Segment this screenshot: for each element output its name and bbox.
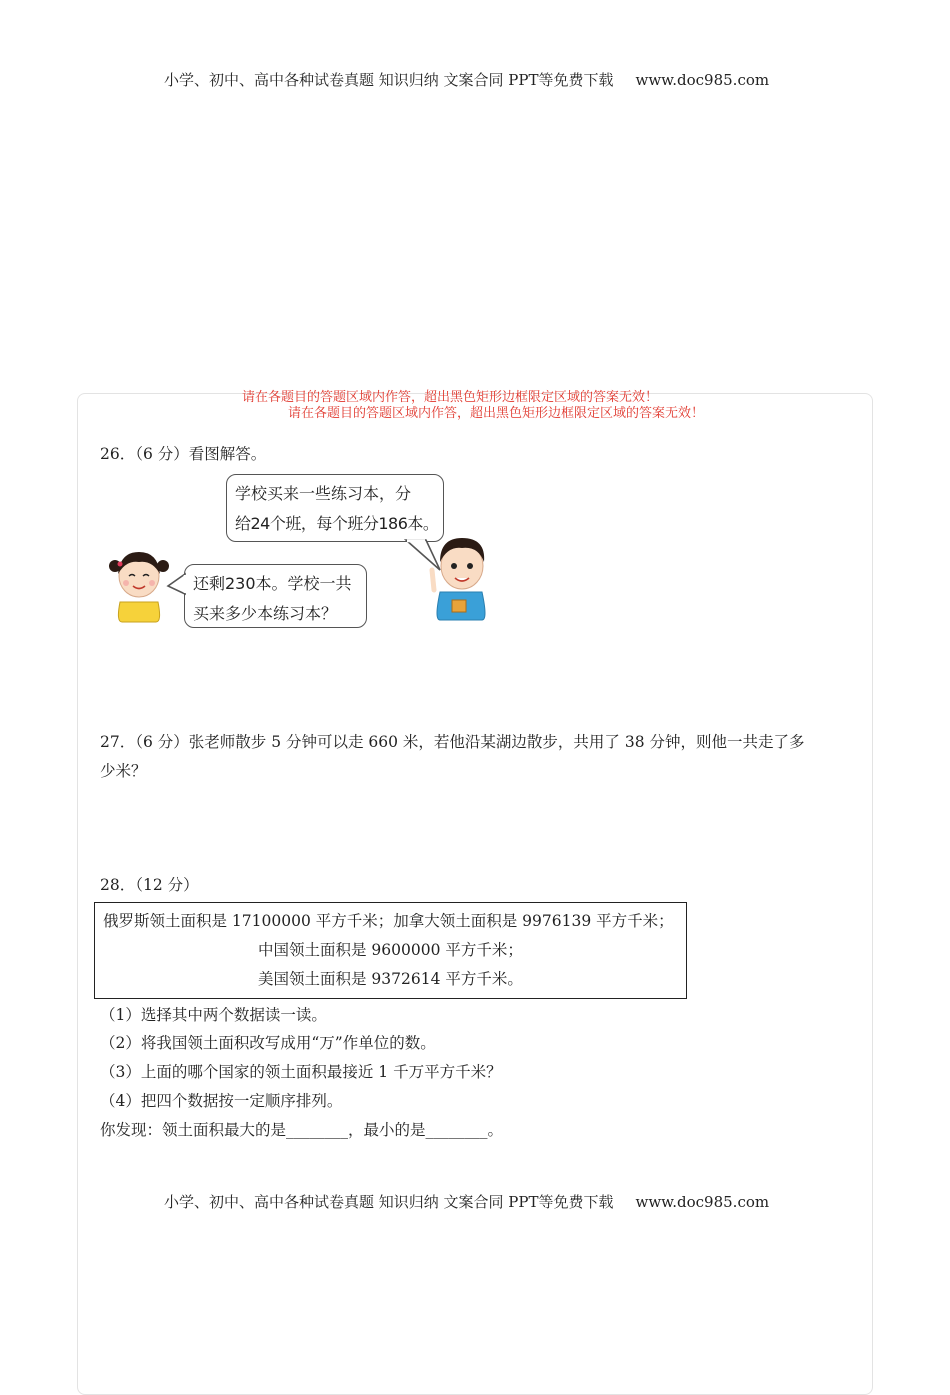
boy-bubble-line-1: 学校买来一些练习本，分	[235, 484, 412, 503]
boy-bubble-line-2: 给24个班，每个班分186本。	[235, 514, 439, 533]
q28-find-end: 。	[487, 1121, 504, 1139]
q28-findings	[100, 1118, 503, 1140]
q28-sub-3: （3）上面的哪个国家的领土面积最接近 1 千万平方千米？	[100, 1063, 502, 1081]
header-site: www.doc985.com	[635, 71, 770, 89]
boy-illustration	[428, 534, 492, 622]
q27-line-2: 少米？	[100, 762, 147, 780]
q28-box-line-3: 美国领土面积是 9372614 平方千米。	[258, 970, 523, 988]
q28-title: 28．（12 分）	[100, 876, 199, 894]
q28-find-prefix: 你发现：领土面积最大的是	[100, 1121, 287, 1139]
page-header	[164, 69, 769, 90]
q28-sub-2: （2）将我国领土面积改写成用“万”作单位的数。	[100, 1034, 436, 1052]
q28-find-mid: ，最小的是	[348, 1121, 426, 1139]
footer-text: 小学、初中、高中各种试卷真题 知识归纳 文案合同 PPT等免费下载	[164, 1193, 614, 1211]
q28-box-line-1: 俄罗斯领土面积是 17100000 平方千米；加拿大领土面积是 9976139 平方千米；	[103, 912, 674, 930]
header-text: 小学、初中、高中各种试卷真题 知识归纳 文案合同 PPT等免费下载	[164, 71, 614, 89]
q28-box-line-2: 中国领土面积是 9600000 平方千米；	[258, 941, 523, 959]
girl-illustration	[108, 546, 168, 622]
boy-speech-bubble	[226, 474, 444, 542]
girl-bubble-line-1: 还剩230本。学校一共	[193, 574, 352, 593]
q28-sub-1: （1）选择其中两个数据读一读。	[100, 1006, 327, 1024]
warning-line-1: 请在各题目的答题区域内作答，超出黑色矩形边框限定区域的答案无效！	[242, 390, 659, 405]
q28-sub-4: （4）把四个数据按一定顺序排列。	[100, 1092, 343, 1110]
girl-bubble-line-2: 买来多少本练习本？	[193, 604, 338, 623]
page-footer	[164, 1191, 769, 1212]
girl-bubble-tail	[168, 572, 198, 612]
footer-site: www.doc985.com	[635, 1193, 770, 1211]
warning-line-2: 请在各题目的答题区域内作答，超出黑色矩形边框限定区域的答案无效！	[288, 406, 705, 421]
q28-blank-largest[interactable]: ________	[286, 1121, 349, 1139]
q28-data-box	[94, 902, 687, 999]
q26-title: 26．（6 分）看图解答。	[100, 445, 267, 463]
girl-speech-bubble	[184, 564, 367, 628]
q27-line-1: 27．（6 分）张老师散步 5 分钟可以走 660 米，若他沿某湖边散步，共用了 38 分钟，则他一共走了多	[100, 733, 805, 751]
q28-blank-smallest[interactable]: ________	[425, 1121, 488, 1139]
